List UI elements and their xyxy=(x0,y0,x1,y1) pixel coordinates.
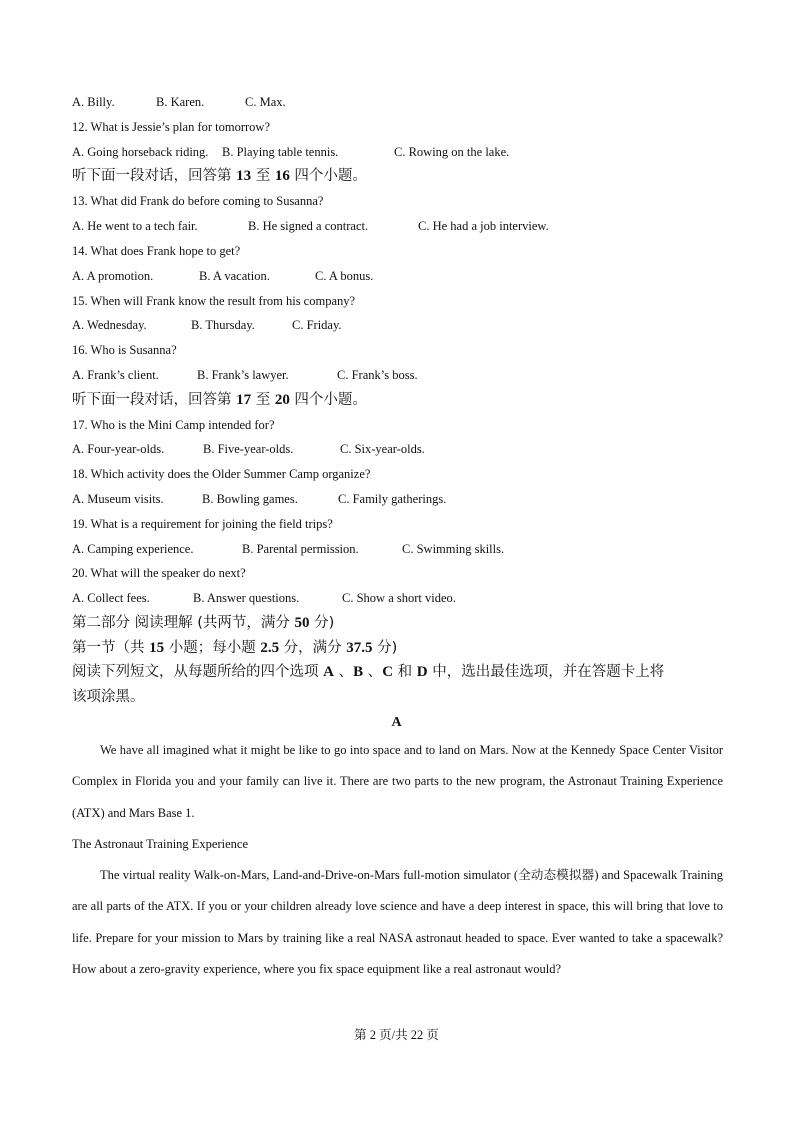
heading-text: 第二部分 阅读理解 (共两节，满分 xyxy=(72,615,295,631)
q15-option-b: B. Thursday. xyxy=(191,318,255,332)
q20-options xyxy=(72,590,456,606)
heading-text: 分) xyxy=(372,640,398,656)
q14-option-a: A. A promotion. xyxy=(72,269,154,283)
q19-option-b: B. Parental permission. xyxy=(242,542,359,556)
passage-subheading: The Astronaut Training Experience xyxy=(72,837,249,851)
option-letter: A xyxy=(323,664,334,680)
instruction-text: 、 xyxy=(333,664,354,680)
q12-option-c: C. Rowing on the lake. xyxy=(394,145,510,159)
heading-text: 分，满分 xyxy=(279,640,347,656)
q14-text: 14. What does Frank hope to get? xyxy=(72,244,241,258)
instruction-text: 四个小题。 xyxy=(289,168,367,184)
instruction-text: 和 xyxy=(393,664,417,680)
page-footer: 第 2 页/共 22 页 xyxy=(354,1028,439,1042)
q12-option-a: A. Going horseback riding. xyxy=(72,145,209,159)
q16-option-b: B. Frank’s lawyer. xyxy=(197,368,289,382)
q17-option-b: B. Five-year-olds. xyxy=(203,442,294,456)
q13-options xyxy=(72,218,549,234)
option-letter: D xyxy=(416,664,428,680)
q18-option-b: B. Bowling games. xyxy=(202,492,298,506)
q19-option-a: A. Camping experience. xyxy=(72,542,194,556)
q13-option-b: B. He signed a contract. xyxy=(248,219,369,233)
q20-option-c: C. Show a short video. xyxy=(342,591,456,605)
q14-options xyxy=(72,268,373,284)
q17-option-c: C. Six-year-olds. xyxy=(340,442,425,456)
instruction-number: 17 xyxy=(236,392,252,408)
option-letter: C xyxy=(382,664,394,680)
reading-instruction-line2: 该项涂黑。 xyxy=(72,689,145,705)
heading-text: 第一节（共 xyxy=(72,640,150,656)
q11-option-a: A. Billy. xyxy=(72,95,115,109)
instruction-text: 中，选出最佳选项，并在答题卡上将 xyxy=(427,664,665,680)
passage-letter: A xyxy=(391,715,402,730)
heading-number: 37.5 xyxy=(346,640,373,656)
q20-text: 20. What will the speaker do next? xyxy=(72,566,246,580)
q13-option-a: A. He went to a tech fair. xyxy=(72,219,198,233)
heading-text: 分) xyxy=(309,615,335,631)
q14-option-b: B. A vacation. xyxy=(199,269,270,283)
heading-text: 小题；每小题 xyxy=(164,640,261,656)
instruction-text: 听下面一段对话，回答第 xyxy=(72,168,237,184)
q18-option-c: C. Family gatherings. xyxy=(338,492,447,506)
instruction-text: 听下面一段对话，回答第 xyxy=(72,392,237,408)
passage-paragraph-1: We have all imagined what it might be like to go into space and to land on Mars. Now at the Kennedy Space Center Visitor Complex in Florida you and your family can live it. There are two parts to the new program, the Astronaut Training Experience (ATX) and Mars Base 1. xyxy=(72,743,723,820)
q17-text: 17. Who is the Mini Camp intended for? xyxy=(72,418,275,432)
reading-instruction-line1 xyxy=(72,663,664,681)
heading-number: 50 xyxy=(294,615,310,631)
q12-option-b: B. Playing table tennis. xyxy=(222,145,339,159)
q15-text: 15. When will Frank know the result from his company? xyxy=(72,294,356,308)
instruction-13-16 xyxy=(72,167,367,185)
heading-number: 15 xyxy=(149,640,165,656)
option-letter: B xyxy=(353,664,364,680)
q12-text: 12. What is Jessie’s plan for tomorrow? xyxy=(72,120,270,134)
q15-option-a: A. Wednesday. xyxy=(72,318,147,332)
q16-text: 16. Who is Susanna? xyxy=(72,343,177,357)
part2-heading xyxy=(72,614,334,632)
q14-option-c: C. A bonus. xyxy=(315,269,374,283)
q12-options xyxy=(72,144,509,160)
q16-option-a: A. Frank’s client. xyxy=(72,368,159,382)
instruction-number: 13 xyxy=(236,168,252,184)
q17-option-a: A. Four-year-olds. xyxy=(72,442,165,456)
q16-option-c: C. Frank’s boss. xyxy=(337,368,418,382)
instruction-number: 16 xyxy=(274,168,290,184)
q15-option-c: C. Friday. xyxy=(292,318,342,332)
q16-options xyxy=(72,367,418,383)
q13-text: 13. What did Frank do before coming to Susanna? xyxy=(72,194,324,208)
instruction-17-20 xyxy=(72,391,367,409)
q19-option-c: C. Swimming skills. xyxy=(402,542,505,556)
q11-option-b: B. Karen. xyxy=(156,95,205,109)
instruction-number: 20 xyxy=(274,392,290,408)
q19-options xyxy=(72,541,504,557)
q19-text: 19. What is a requirement for joining the field trips? xyxy=(72,517,333,531)
instruction-text: 四个小题。 xyxy=(289,392,367,408)
q15-options xyxy=(72,317,342,333)
heading-number: 2.5 xyxy=(260,640,280,656)
q20-option-b: B. Answer questions. xyxy=(193,591,300,605)
q18-options xyxy=(72,491,446,507)
q20-option-a: A. Collect fees. xyxy=(72,591,150,605)
q18-option-a: A. Museum visits. xyxy=(72,492,164,506)
q18-text: 18. Which activity does the Older Summer Camp organize? xyxy=(72,467,371,481)
q17-options xyxy=(72,441,425,457)
q13-option-c: C. He had a job interview. xyxy=(418,219,549,233)
instruction-text: 至 xyxy=(251,168,275,184)
passage-paragraph-2: The virtual reality Walk-on-Mars, Land-and-Drive-on-Mars full-motion simulator (全动态模拟器) and Spacewalk Training are all parts of the ATX. If you or your children already love science and have a deep interest in space, this will bring that love to life. Prepare for your mission to Mars by training like a real NASA astronaut headed to space. Ever wanted to take a spacewalk? How about a zero-gravity experience, where you fix space equipment like a real astronaut would? xyxy=(72,868,723,976)
section1-heading xyxy=(72,639,397,657)
q11-options xyxy=(72,94,286,110)
q11-option-c: C. Max. xyxy=(245,95,286,109)
instruction-text: 至 xyxy=(251,392,275,408)
instruction-text: 阅读下列短文，从每题所给的四个选项 xyxy=(72,664,324,680)
instruction-text: 、 xyxy=(363,664,383,680)
